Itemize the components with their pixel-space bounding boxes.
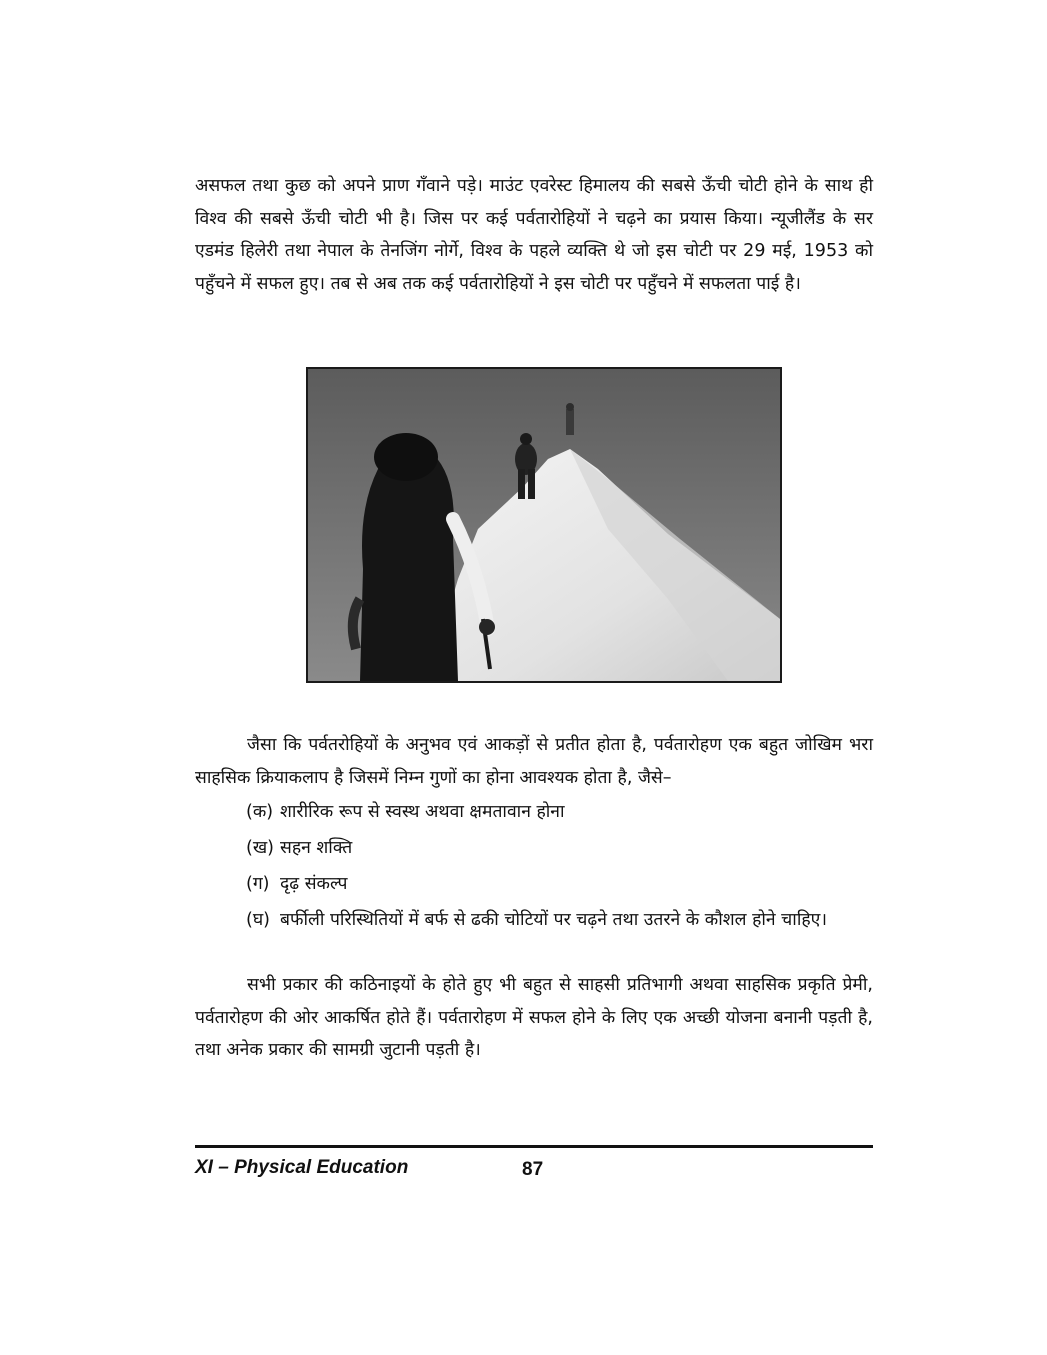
mountaineers-photo	[306, 367, 782, 683]
paragraph-intro: असफल तथा कुछ को अपने प्राण गँवाने पड़े। माउंट एवरेस्ट हिमालय की सबसे ऊँची चोटी होने के साथ ही विश्व की सबसे ऊँची चोटी भी है। जिस पर कई पर्वतारोहियों ने चढ़ने का प्रयास किया। न्यूजीलैंड के सर एडमंड हिलेरी तथा नेपाल के तेनजिंग नोर्गे, विश्व के पहले व्यक्ति थे जो इस चोटी पर 29 मई, 1953 को पहुँचने में सफल हुए। तब से अब तक कई पर्वतारोहियों ने इस चोटी पर पहुँचने में सफलता पाई है।	[195, 176, 873, 294]
list-item	[246, 869, 873, 899]
list-marker: (ग)	[246, 874, 270, 894]
paragraph-conclusion: सभी प्रकार की कठिनाइयों के होते हुए भी बहुत से साहसी प्रतिभागी अथवा साहसिक प्रकृति प्रेमी, पर्वतारोहण की ओर आकर्षित होते हैं। पर्वतारोहण में सफल होने के लिए एक अच्छी योजना बनानी पड़ती है, तथा अनेक प्रकार की सामग्री जुटानी पड़ती है।	[195, 975, 873, 1060]
list-item-text: सहन शक्ति	[280, 838, 353, 858]
list-item	[246, 797, 873, 827]
qualities-list	[246, 797, 873, 941]
mountain-climbers-image	[308, 369, 780, 681]
list-item-text: दृढ़ संकल्प	[280, 874, 348, 894]
list-item-text: शारीरिक रूप से स्वस्थ अथवा क्षमतावान होना	[280, 802, 565, 822]
paragraph-qualities-intro: जैसा कि पर्वतरोहियों के अनुभव एवं आकड़ों से प्रतीत होता है, पर्वतारोहण एक बहुत जोखिम भरा साहसिक क्रियाकलाप है जिसमें निम्न गुणों का होना आवश्यक होता है, जैसे–	[195, 735, 873, 788]
list-marker: (क)	[246, 802, 274, 822]
footer-divider	[195, 1145, 873, 1148]
footer-book-title: XI – Physical Education	[195, 1157, 409, 1178]
list-item	[246, 833, 873, 863]
list-marker: (ख)	[246, 838, 274, 858]
page-number: 87	[522, 1159, 544, 1180]
list-item	[246, 905, 873, 935]
list-marker: (घ)	[246, 910, 270, 930]
far-climber	[566, 403, 574, 435]
list-item-text: बर्फीली परिस्थितियों में बर्फ से ढकी चोटियों पर चढ़ने तथा उतरने के कौशल होने चाहिए।	[280, 910, 827, 930]
